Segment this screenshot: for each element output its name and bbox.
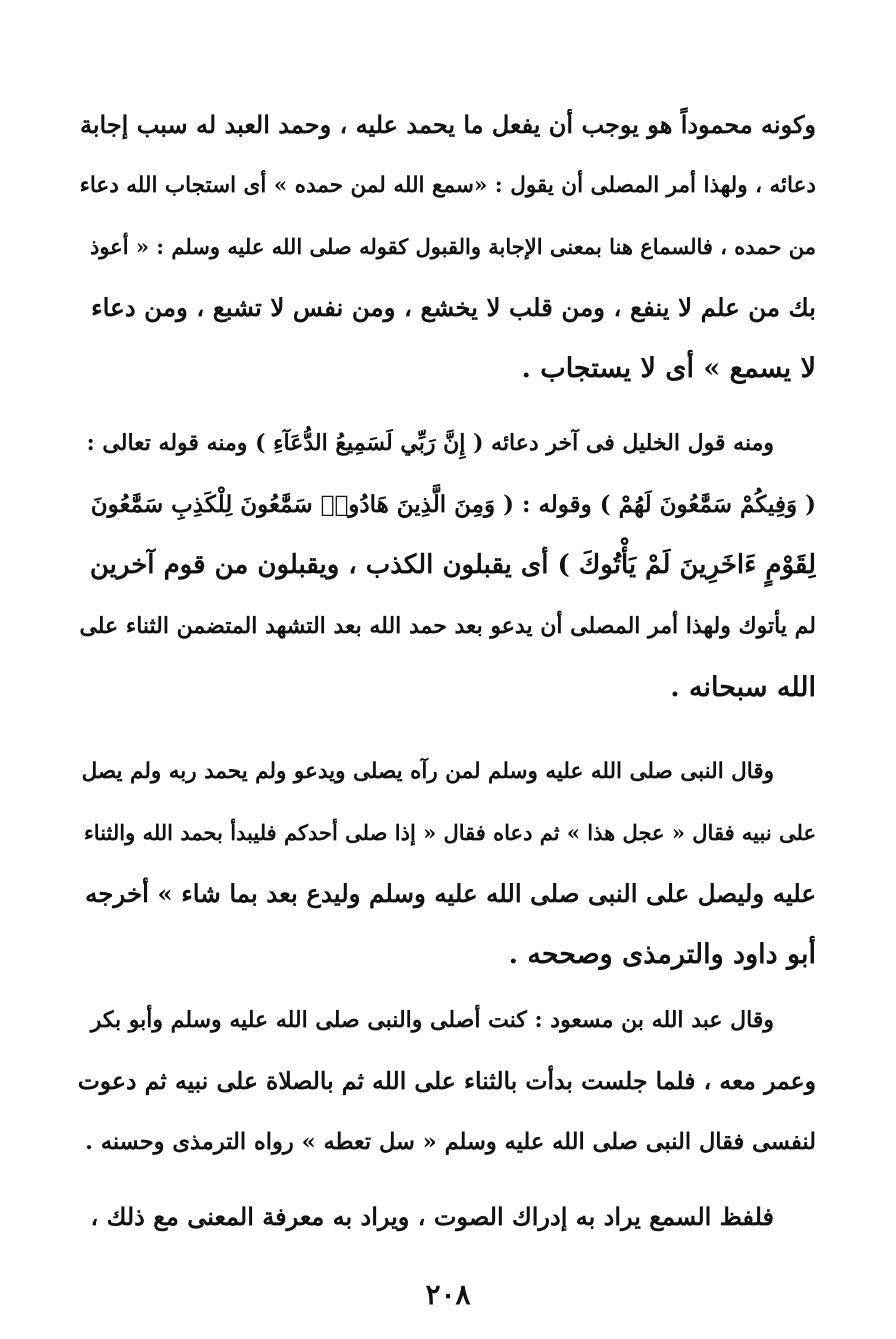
text-line: وقال عبد الله بن مسعود : كنت أصلى والنبى صلى الله عليه وسلم وأبو بكر xyxy=(90,1007,774,1033)
text-line: على نبيه فقال « عجل هذا » ثم دعاه فقال « إذا صلى أحدكم فليبدأ بحمد الله والثناء xyxy=(83,820,816,845)
text-line: عليه وليصل على النبى صلى الله عليه وسلم وليدع بعد بما شاء » أخرجه xyxy=(85,879,816,908)
text-line: وقال النبى صلى الله عليه وسلم لمن رآه يصلى ويدعو ولم يحمد ربه ولم يصل xyxy=(81,759,774,784)
text-line: من حمده ، فالسماع هنا بمعنى الإجابة والقبول كقوله صلى الله عليه وسلم : « أعوذ xyxy=(89,234,816,259)
paragraph-3 xyxy=(78,741,816,985)
page-number: ٢٠٨ xyxy=(425,1278,471,1311)
text-line: دعائه ، ولهذا أمر المصلى أن يقول : «سمع الله لمن حمده » أى استجاب الله دعاء xyxy=(79,173,816,198)
quran-verse-line: ( وَفِيكُمْ سَمَّٰعُونَ لَهُمْ ) وقوله : ( وَمِنَ الَّذِينَ هَادُوا۟ سَمَّٰعُونَ لِلْكَذِبِ سَمَّٰعُونَ xyxy=(90,491,816,518)
paragraph-4 xyxy=(78,990,816,1173)
text-line: لا يسمع » أى لا يستجاب . xyxy=(521,353,816,384)
quran-verse-line: لِقَوْمٍ ءَاخَرِينَ لَمْ يَأْتُوكَ ) أى يقبلون الكذب ، ويقبلون من قوم آخرين xyxy=(89,550,816,580)
text-line: الله سبحانه . xyxy=(670,672,816,703)
paragraph-5 xyxy=(78,1186,816,1247)
text-line: أبو داود والترمذى وصححه . xyxy=(508,939,816,970)
text-line: وعمر معه ، فلما جلست بدأت بالثناء على الله ثم بالصلاة على نبيه ثم دعوت xyxy=(78,1067,816,1095)
text-line: لنفسى فقال النبى صلى الله عليه وسلم « سل تعطه » رواه الترمذى وحسنه . xyxy=(85,1129,816,1155)
paragraph-1 xyxy=(78,94,816,399)
text-line: فلفظ السمع يراد به إدراك الصوت ، ويراد به معرفة المعنى مع ذلك ، xyxy=(90,1202,774,1231)
text-line: وكونه محموداً هو يوجب أن يفعل ما يحمد عليه ، وحمد العبد له سبب إجابة xyxy=(79,110,816,139)
paragraph-2 xyxy=(78,413,816,718)
text-line: ومنه قول الخليل فى آخر دعائه ( إِنَّ رَبِّي لَسَمِيعُ الدُّعَآءِ ) ومنه قوله تعالى : xyxy=(86,430,774,456)
text-line: لم يأتوك ولهذا أمر المصلى أن يدعو بعد حمد الله بعد التشهد المتضمن الثناء على xyxy=(79,613,816,639)
text-line: بك من علم لا ينفع ، ومن قلب لا يخشع ، ومن نفس لا تشبع ، ومن دعاء xyxy=(91,293,816,322)
